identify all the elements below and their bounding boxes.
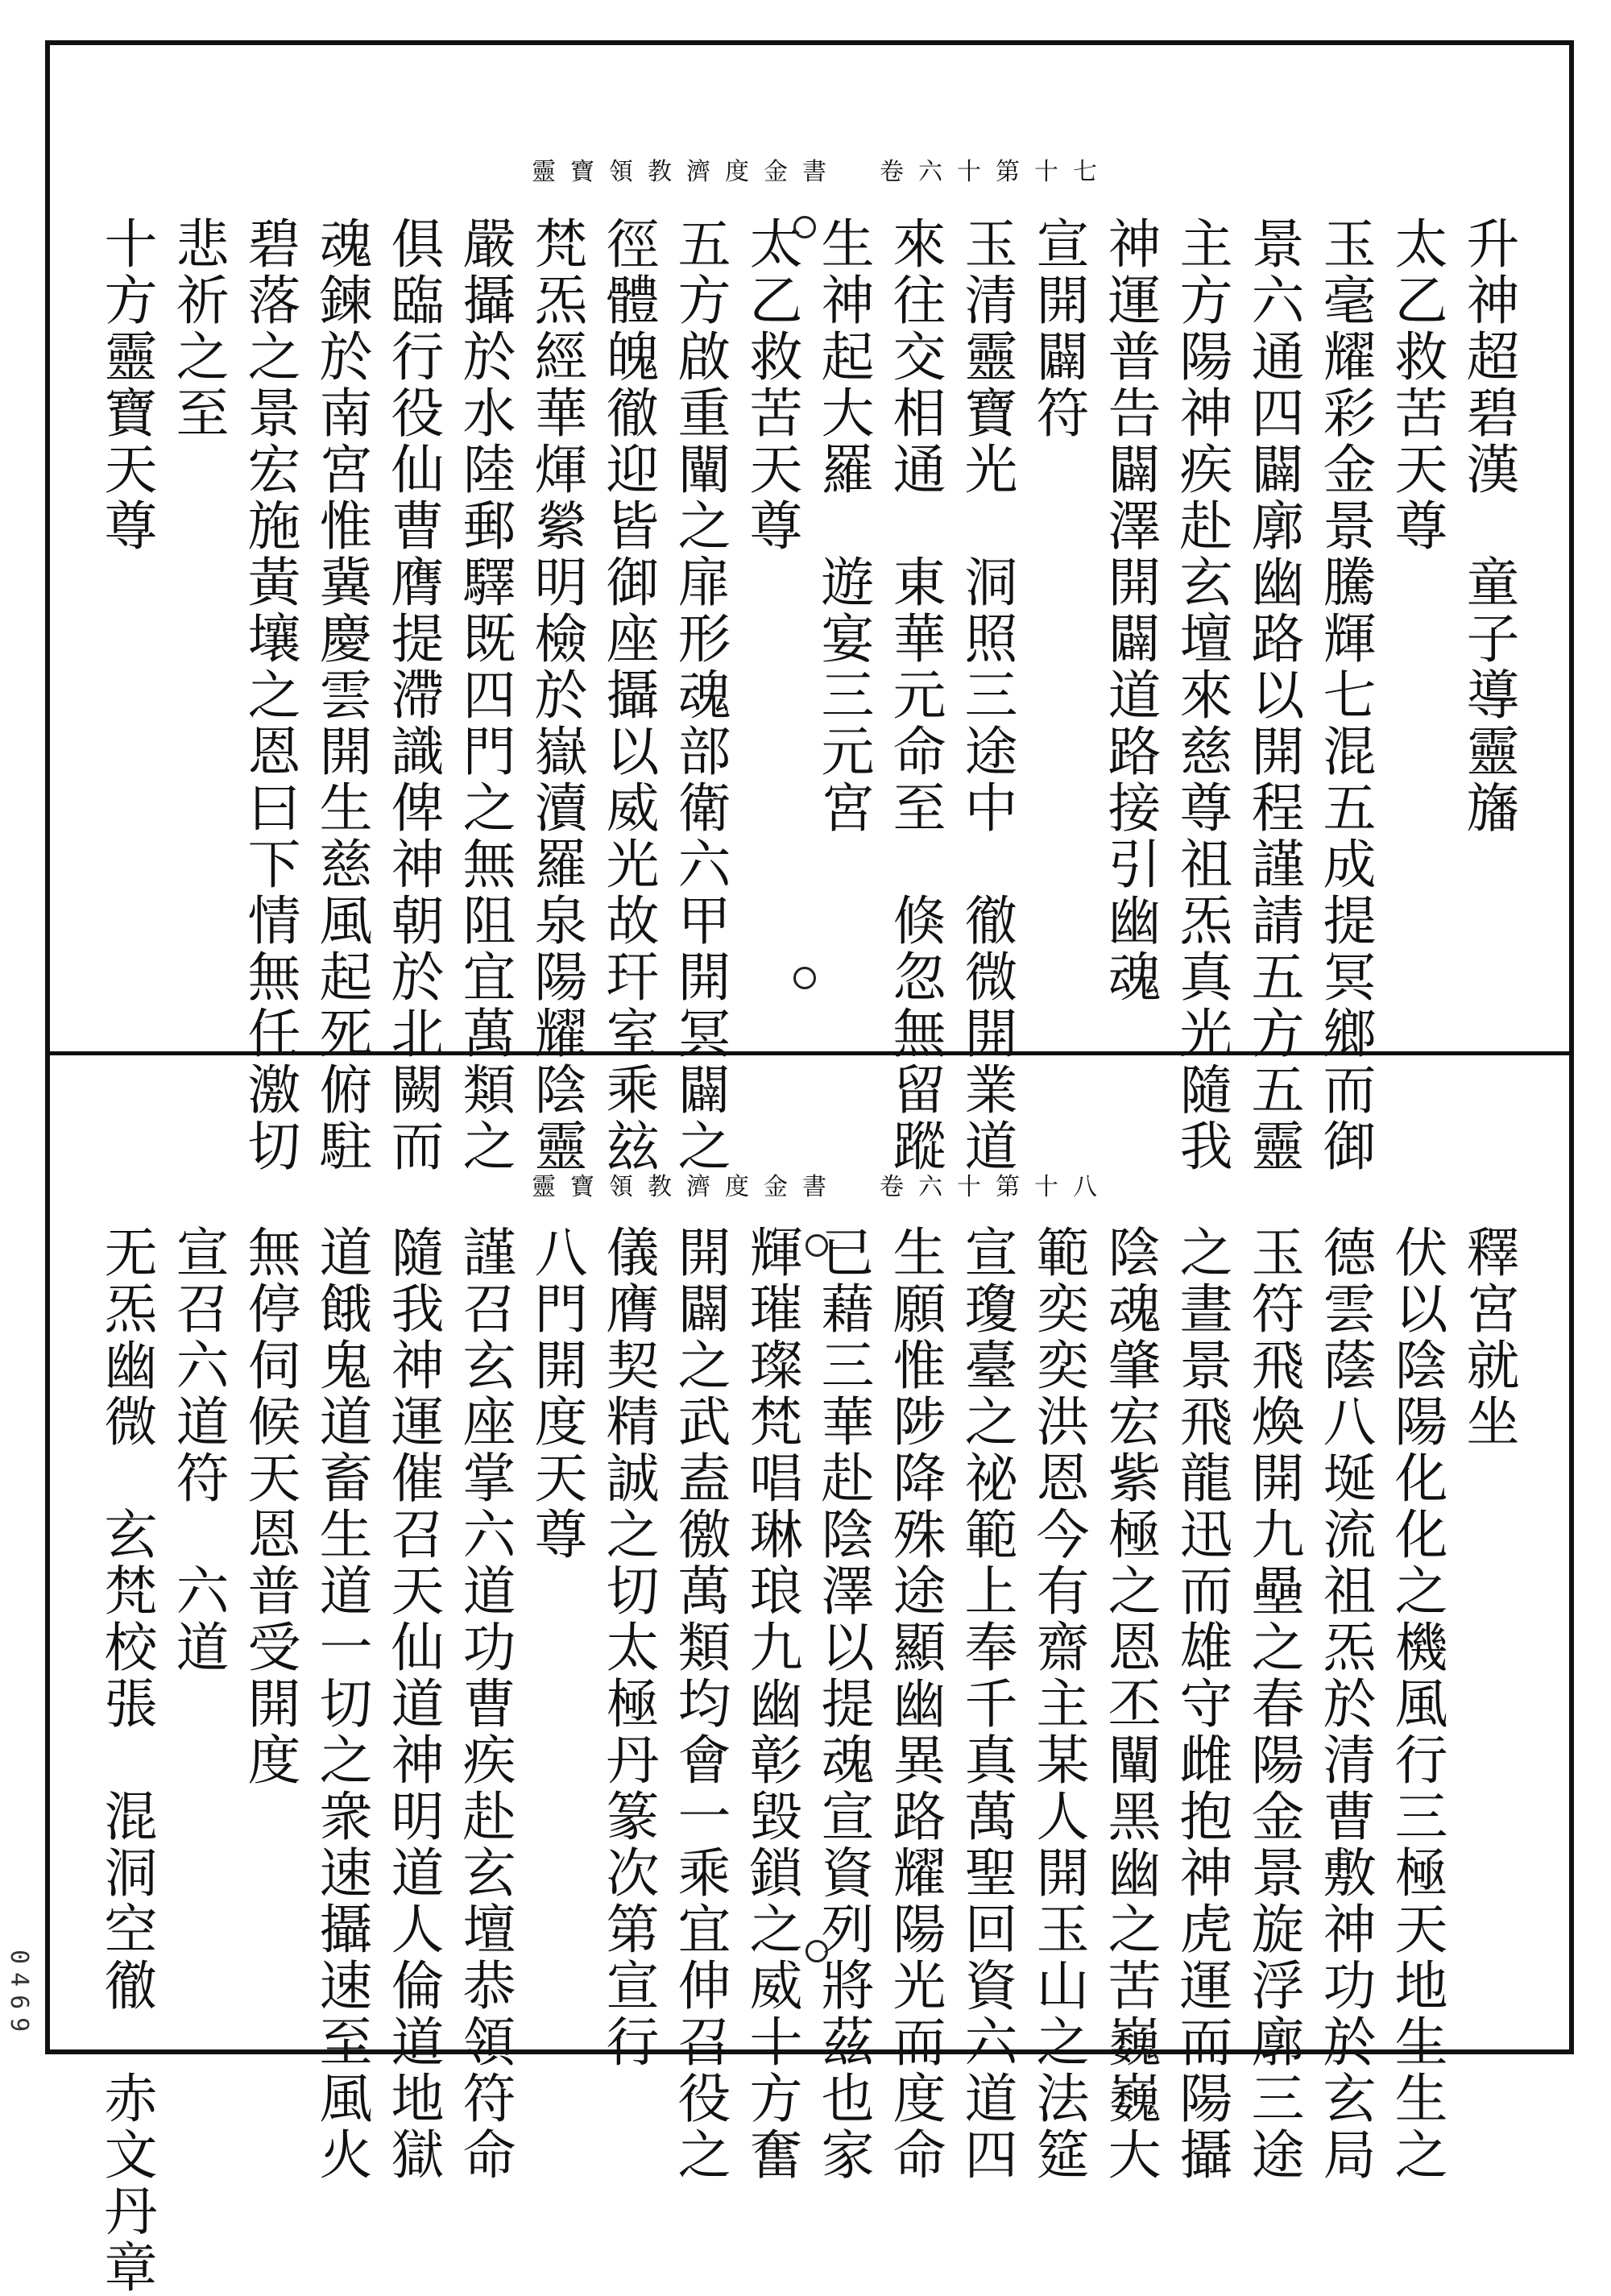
upper-header: 靈寶領教濟度金書 卷六十第十七 <box>532 158 1112 186</box>
text-column: 梵炁經華煇縈明檢於嶽瀆羅泉陽耀陰靈 <box>525 216 587 1175</box>
text-column: 景六通四闢廓幽路以開程謹請五方五靈 <box>1242 216 1304 1175</box>
text-column: 釋宮就坐 <box>1457 1225 1519 1450</box>
text-column: 悲祈之至 <box>167 216 229 441</box>
text-column: 徑體魄徹迎皆御座攝以威光故玕室乘玆 <box>597 216 659 1175</box>
text-column: 陰魂肇宏紫極之恩丕闡黑幽之苦巍巍大 <box>1099 1225 1161 2183</box>
text-column: 儀膺契精誠之切太極丹篆次第宣行 <box>597 1225 659 2070</box>
text-column: 宣召六道符 六道 <box>167 1225 229 1676</box>
text-column: 太乙救苦天尊 <box>740 216 802 554</box>
text-column: 開闢之武盍徼萬類均會一乘宜伸召役之 <box>669 1225 731 2183</box>
text-column: 道餓鬼道畜生道一切之衆速攝速至風火 <box>310 1225 372 2183</box>
lower-header: 靈寶領教濟度金書 卷六十第十八 <box>532 1173 1112 1201</box>
text-column: 太乙救苦天尊 <box>1385 216 1447 554</box>
circle-mark <box>793 216 816 238</box>
text-column: 生願惟陟降殊途顯幽異路耀陽光而度命 <box>884 1225 946 2183</box>
text-column: 之晝景飛龍迅而雄守雌抱神虎運而陽攝 <box>1170 1225 1232 2183</box>
text-column: 謹召玄座掌六道功曹疾赴玄壇恭領符命 <box>453 1225 516 2183</box>
text-column: 神運普告闢澤開闢道路接引幽魂 <box>1099 216 1161 1005</box>
text-column: 來往交相通 東華元命至 倏忽無留蹤 <box>884 216 946 1175</box>
text-column: 玉毫耀彩金景騰輝七混五成提冥鄉而御 <box>1314 216 1376 1175</box>
text-column: 升神超碧漢 童子導靈旛 <box>1457 216 1519 836</box>
text-column: 无炁幽微 玄梵校張 混洞空徹 赤文丹章 <box>95 1225 157 2296</box>
text-column: 無停伺候天恩普受開度 <box>238 1225 300 1788</box>
text-column: 宣開闢符 <box>1027 216 1089 441</box>
text-column: 生神起大羅 遊宴三元宮 <box>812 216 874 836</box>
text-column: 範奕奕洪恩今有齋主某人開玉山之法筵 <box>1027 1225 1089 2183</box>
text-column: 五方啟重闡之扉形魂部衛六甲開冥闢之 <box>669 216 731 1175</box>
text-column: 隨我神運催召天仙道神明道人倫道地獄 <box>382 1225 444 2183</box>
text-column: 魂鍊於南宮惟冀慶雲開生慈風起死俯駐 <box>310 216 372 1175</box>
text-column: 已藉三華赴陰澤以提魂宣資列將茲也家 <box>812 1225 874 2183</box>
text-column: 碧落之景宏施黃壤之恩曰下情無任激切 <box>238 216 300 1175</box>
text-column: 玉符飛煥開九壘之春陽金景旋浮廓三途 <box>1242 1225 1304 2183</box>
text-column: 八門開度天尊 <box>525 1225 587 1563</box>
text-column: 伏以陰陽化化之機風行三極天地生生之 <box>1385 1225 1447 2183</box>
circle-mark <box>793 967 816 989</box>
text-column: 嚴攝於水陸郵驛既四門之無阻宜萬類之 <box>453 216 516 1175</box>
text-column: 輝璀璨梵唱琳琅九幽彰毀鎖之威十方奮 <box>740 1225 802 2183</box>
text-column: 德雲蔭八埏流祖炁於清曹敷神功於玄局 <box>1314 1225 1376 2183</box>
text-column: 主方陽神疾赴玄壇來慈尊祖炁真光隨我 <box>1170 216 1232 1175</box>
text-column: 俱臨行役仙曹膺提滯識俾神朝於北闕而 <box>382 216 444 1175</box>
page-number: 0469 <box>5 1950 33 2041</box>
text-column: 宣瓊臺之祕範上奉千真萬聖回資六道四 <box>955 1225 1017 2183</box>
text-column: 玉清靈寶光 洞照三途中 徹微開業道 <box>955 216 1017 1175</box>
circle-mark <box>806 1940 828 1962</box>
text-column: 十方靈寶天尊 <box>95 216 157 554</box>
circle-mark <box>806 1234 828 1257</box>
